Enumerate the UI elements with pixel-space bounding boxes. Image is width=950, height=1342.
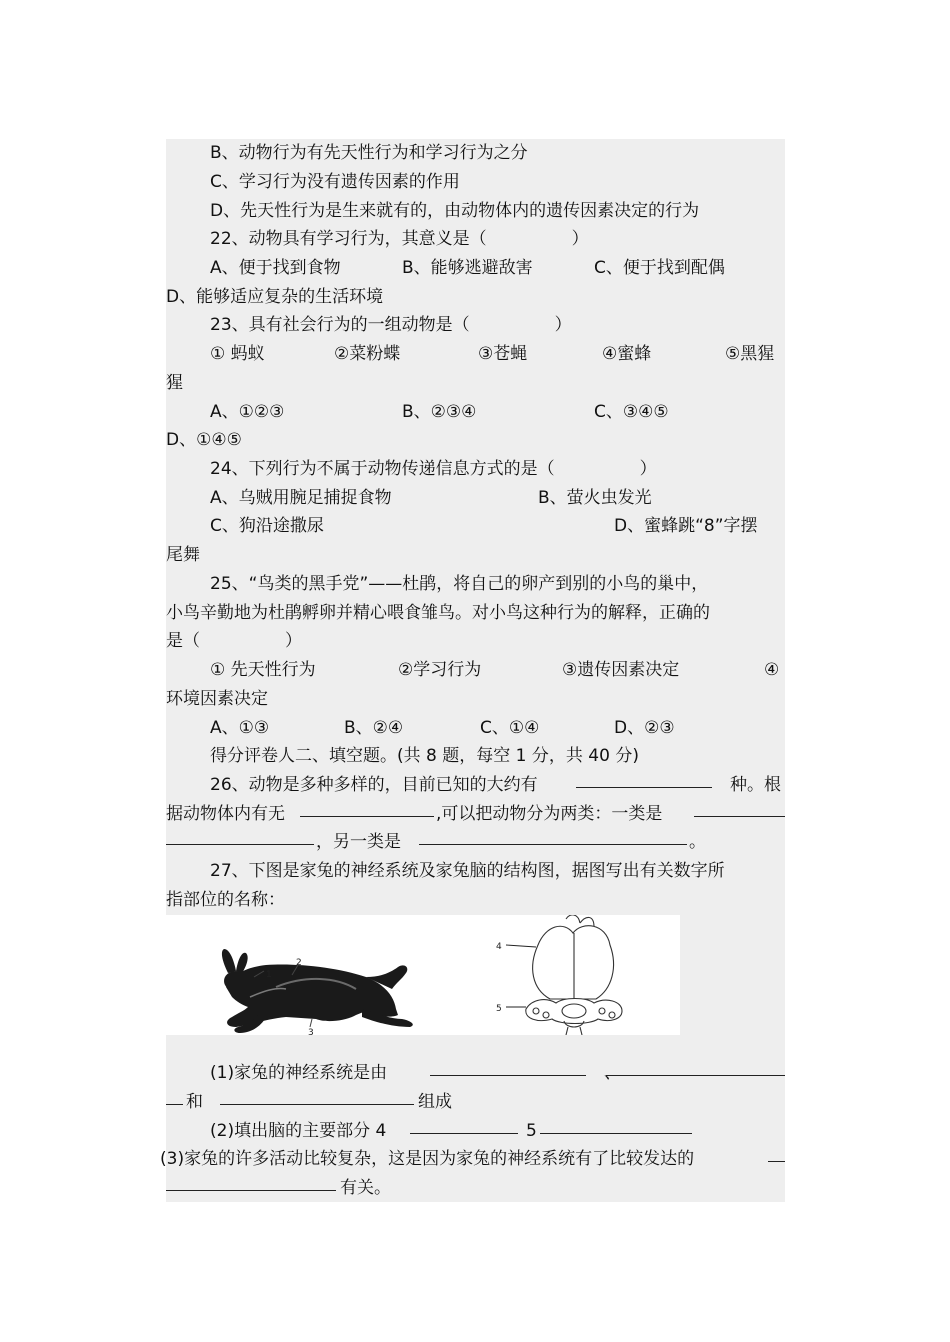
question-text: 22、动物具有学习行为，其意义是（ ） xyxy=(210,229,589,249)
option-c: C、狗沿途撒尿 xyxy=(210,516,324,536)
question-26 xyxy=(166,828,785,857)
answer-blank[interactable] xyxy=(430,1055,586,1076)
option-d: D、②③ xyxy=(614,718,675,738)
question-text: 种。根 xyxy=(730,775,781,795)
answer-blank[interactable] xyxy=(300,796,434,817)
question-22-options xyxy=(166,254,785,283)
answer-blank-cont[interactable] xyxy=(166,1084,183,1105)
question-text: 26、动物是多种多样的，目前已知的大约有 xyxy=(210,775,538,795)
text-line xyxy=(166,197,785,226)
answer-blank[interactable] xyxy=(606,1055,785,1076)
option-d: D、先天性行为是生来就有的，由动物体内的遗传因素决定的行为 xyxy=(210,201,700,221)
option-b: B、②④ xyxy=(344,718,404,738)
text-line xyxy=(166,369,785,398)
item-5: ⑤黑猩 xyxy=(725,344,775,364)
question-text: 25、“鸟类的黑手党”——杜鹃，将自己的卵产到别的小鸟的巢中， xyxy=(210,574,709,594)
option-a: A、①③ xyxy=(210,718,270,738)
item-4: ④ xyxy=(764,660,780,680)
brain-label-4: 4 xyxy=(496,942,502,952)
brain-label-5: 5 xyxy=(496,1004,502,1014)
question-24-options xyxy=(166,484,785,513)
question-text: ，另一类是 xyxy=(316,832,401,852)
text-line xyxy=(166,886,785,915)
question-text: ,可以把动物分为两类：一类是 xyxy=(436,804,663,824)
option-c: C、③④⑤ xyxy=(594,402,669,422)
question-24-options xyxy=(166,512,785,541)
question-25-options xyxy=(166,714,785,743)
question-text: 有关。 xyxy=(340,1178,391,1198)
question-26 xyxy=(166,771,785,800)
text-line xyxy=(166,168,785,197)
question-27-part-3 xyxy=(166,1174,785,1203)
option-d-cont: 尾舞 xyxy=(166,545,200,565)
separator: 、 xyxy=(604,1063,621,1083)
question-23-items xyxy=(166,340,785,369)
question-23 xyxy=(166,311,785,340)
question-text: (2)填出脑的主要部分 4 xyxy=(210,1121,387,1141)
text-line xyxy=(166,283,785,312)
answer-blank[interactable] xyxy=(419,824,687,845)
text-line xyxy=(166,685,785,714)
question-text: 5 xyxy=(526,1121,537,1141)
rabbit-nervous-system-figure xyxy=(166,915,680,1035)
option-b: B、动物行为有先天性行为和学习行为之分 xyxy=(210,143,528,163)
item-3: ③遗传因素决定 xyxy=(562,660,680,680)
exam-page xyxy=(160,139,785,1202)
question-text: 组成 xyxy=(418,1092,452,1112)
question-25 xyxy=(166,570,785,599)
item-4-cont: 环境因素决定 xyxy=(166,689,268,709)
option-c: C、便于找到配偶 xyxy=(594,258,725,278)
item-1: ① 先天性行为 xyxy=(210,660,316,680)
section-title: 得分评卷人二、填空题。(共 8 题，每空 1 分，共 40 分) xyxy=(210,746,639,766)
option-d: D、①④⑤ xyxy=(166,430,242,450)
option-b: B、②③④ xyxy=(402,402,477,422)
answer-blank[interactable] xyxy=(768,1141,785,1162)
option-b: B、萤火虫发光 xyxy=(538,488,652,508)
answer-blank[interactable] xyxy=(576,767,712,788)
question-text: (1)家兔的神经系统是由 xyxy=(210,1063,388,1083)
rabbit-label-3: 3 xyxy=(308,1028,314,1035)
item-1: ① 蚂蚁 xyxy=(210,344,265,364)
answer-blank-cont[interactable] xyxy=(166,1170,336,1191)
question-text: 24、下列行为不属于动物传递信息方式的是（ ） xyxy=(210,459,657,479)
text-line xyxy=(166,599,785,628)
answer-blank[interactable] xyxy=(694,796,785,817)
rabbit-label-2: 2 xyxy=(296,958,302,968)
question-text: 指部位的名称： xyxy=(166,890,285,910)
text-line xyxy=(166,139,785,168)
text-line xyxy=(166,627,785,656)
item-2: ②菜粉蝶 xyxy=(334,344,401,364)
question-25-items xyxy=(166,656,785,685)
item-4: ④蜜蜂 xyxy=(602,344,652,364)
question-text: 据动物体内有无 xyxy=(166,804,285,824)
option-c: C、学习行为没有遗传因素的作用 xyxy=(210,172,460,192)
question-text: 小鸟辛勤地为杜鹃孵卵并精心喂食雏鸟。对小鸟这种行为的解释，正确的 xyxy=(166,603,710,623)
question-27-part-2 xyxy=(166,1117,785,1146)
question-22 xyxy=(166,225,785,254)
answer-blank[interactable] xyxy=(410,1113,518,1134)
option-a: A、乌贼用腕足捕捉食物 xyxy=(210,488,392,508)
text-line xyxy=(166,541,785,570)
question-text: 是（ ） xyxy=(166,631,302,651)
item-2: ②学习行为 xyxy=(398,660,482,680)
question-23-options xyxy=(166,398,785,427)
answer-blank-cont[interactable] xyxy=(166,824,314,845)
question-27 xyxy=(166,857,785,886)
question-text: 27、下图是家兔的神经系统及家兔脑的结构图，据图写出有关数字所 xyxy=(210,861,725,881)
option-d: D、能够适应复杂的生活环境 xyxy=(166,287,384,307)
text-line xyxy=(166,426,785,455)
rabbit-label-1: 1 xyxy=(266,970,272,980)
option-a: A、便于找到食物 xyxy=(210,258,341,278)
option-c: C、①④ xyxy=(480,718,540,738)
item-3: ③苍蝇 xyxy=(478,344,528,364)
option-a: A、①②③ xyxy=(210,402,285,422)
answer-blank[interactable] xyxy=(540,1113,692,1134)
question-text: 。 xyxy=(689,832,706,852)
rabbit-illustration xyxy=(222,949,413,1035)
question-text: (3)家兔的许多活动比较复杂，这是因为家兔的神经系统有了比较发达的 xyxy=(160,1149,695,1169)
figure-svg xyxy=(166,915,680,1035)
question-24 xyxy=(166,455,785,484)
question-text: 23、具有社会行为的一组动物是（ ） xyxy=(210,315,572,335)
answer-blank[interactable] xyxy=(220,1084,414,1105)
option-b: B、能够逃避敌害 xyxy=(402,258,533,278)
item-5-cont: 猩 xyxy=(166,373,183,393)
option-d: D、蜜蜂跳“8”字摆 xyxy=(614,516,758,536)
rabbit-brain-illustration xyxy=(506,915,622,1035)
question-text: 和 xyxy=(186,1092,203,1112)
